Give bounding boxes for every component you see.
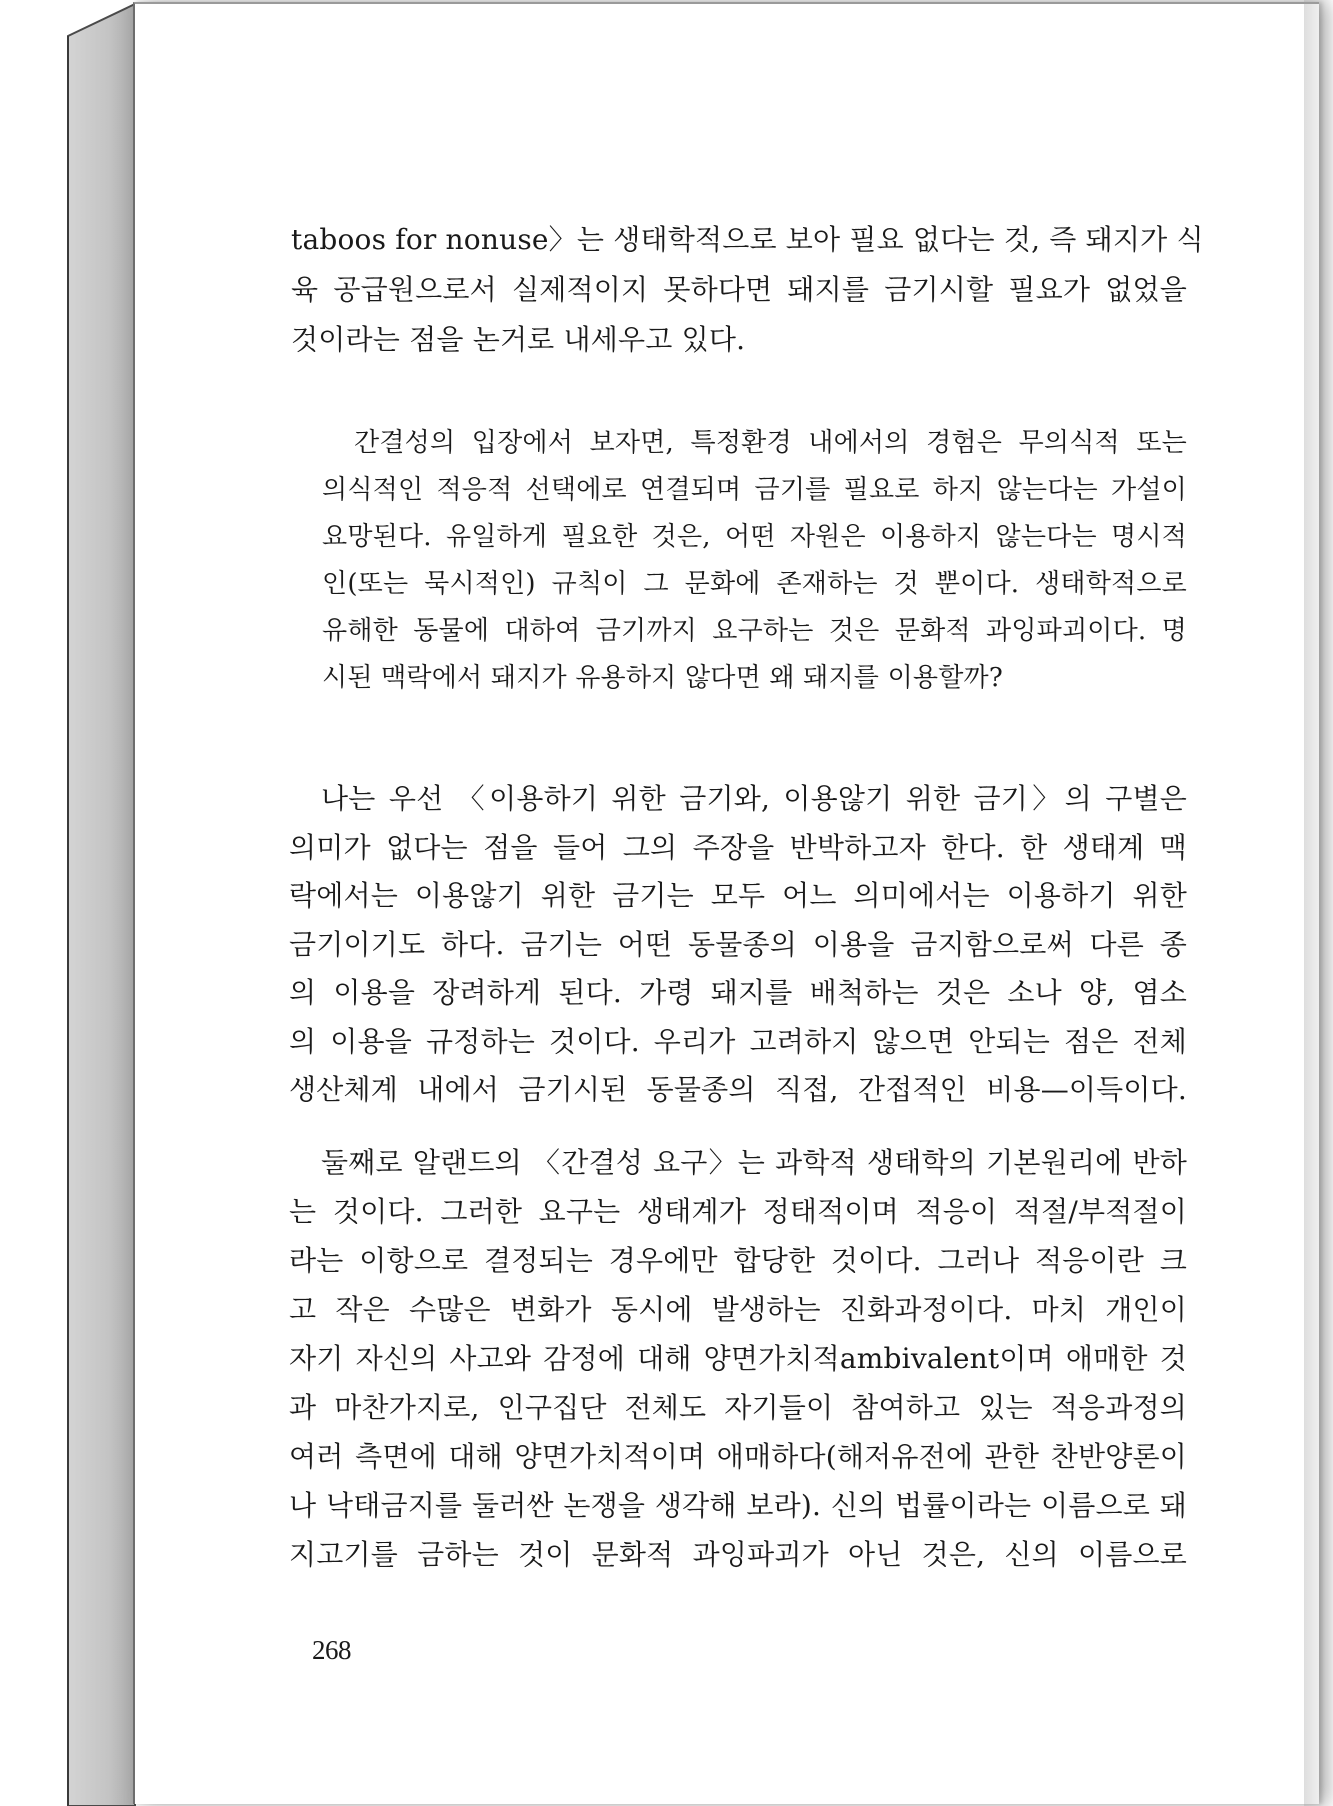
page-edge-shadow: [1304, 0, 1333, 1806]
text-line: 는 것이다. 그러한 요구는 생태계가 정태적이며 적응이 적절/부적절이: [289, 1195, 1187, 1228]
text-line: 자기 자신의 사고와 감정에 대해 양면가치적ambivalent이며 애매한 것: [289, 1342, 1187, 1375]
text-line: 간결성의 입장에서 보자면, 특정환경 내에서의 경험은 무의식적 또는: [354, 428, 1187, 458]
text-line: 둘째로 알랜드의 〈간결성 요구〉는 과학적 생태학의 기본원리에 반하: [321, 1146, 1187, 1179]
text-line: 요망된다. 유일하게 필요한 것은, 어떤 자원은 이용하지 않는다는 명시적: [322, 522, 1187, 552]
paragraph-2: [289, 775, 1187, 1115]
text-line: 금기이기도 하다. 금기는 어떤 동물종의 이용을 금지함으로써 다른 종: [289, 927, 1187, 961]
text-line: 의미가 없다는 점을 들어 그의 주장을 반박하고자 한다. 한 생태계 맥: [289, 830, 1187, 864]
text-line: 유해한 동물에 대하여 금기까지 요구하는 것은 문화적 과잉파괴이다. 명: [322, 616, 1187, 646]
text-line: 생산체계 내에서 금기시된 동물종의 직접, 간접적인 비용—이득이다.: [289, 1073, 1187, 1106]
text-line: taboos for nonuse〉는 생태학적으로 보아 필요 없다는 것, 즉 돼지가 식: [291, 223, 1204, 256]
text-line: 락에서는 이용않기 위한 금기는 모두 어느 의미에서는 이용하기 위한: [289, 879, 1187, 912]
text-line: 의 이용을 규정하는 것이다. 우리가 고려하지 않으면 안되는 점은 전체: [289, 1024, 1187, 1058]
paragraph-3: [289, 1138, 1187, 1579]
text-line: 지고기를 금하는 것이 문화적 과잉파괴가 아닌 것은, 신의 이름으로: [289, 1538, 1187, 1571]
text-line: 육 공급원으로서 실제적이지 못하다면 돼지를 금기시할 필요가 없었을: [291, 273, 1187, 306]
text-line: 라는 이항으로 결정되는 경우에만 합당한 것이다. 그러나 적응이란 크: [289, 1244, 1187, 1277]
text-line: 나 낙태금지를 둘러싼 논쟁을 생각해 보라). 신의 법률이라는 이름으로 돼: [289, 1489, 1187, 1522]
block-quote: [322, 420, 1187, 702]
text-line: 시된 맥락에서 돼지가 유용하지 않다면 왜 돼지를 이용할까?: [322, 663, 1003, 693]
text-line: 여러 측면에 대해 양면가치적이며 애매하다(해저유전에 관한 찬반양론이: [289, 1440, 1187, 1473]
book-spine-edge: [0, 0, 140, 1806]
text-line: 나는 우선 〈이용하기 위한 금기와, 이용않기 위한 금기〉의 구별은: [321, 782, 1187, 815]
text-line: 의식적인 적응적 선택에로 연결되며 금기를 필요로 하지 않는다는 가설이: [322, 475, 1187, 505]
text-line: 것이라는 점을 논거로 내세우고 있다.: [291, 323, 746, 356]
page-number: 268: [312, 1635, 351, 1665]
text-line: 과 마찬가지로, 인구집단 전체도 자기들이 참여하고 있는 적응과정의: [289, 1391, 1187, 1424]
text-line: 인(또는 묵시적인) 규칙이 그 문화에 존재하는 것 뿐이다. 생태학적으로: [322, 569, 1187, 599]
text-line: 고 작은 수많은 변화가 동시에 발생하는 진화과정이다. 마치 개인이: [289, 1293, 1187, 1326]
paragraph-1: [291, 215, 1204, 365]
text-line: 의 이용을 장려하게 된다. 가령 돼지를 배척하는 것은 소나 양, 염소: [289, 976, 1187, 1009]
